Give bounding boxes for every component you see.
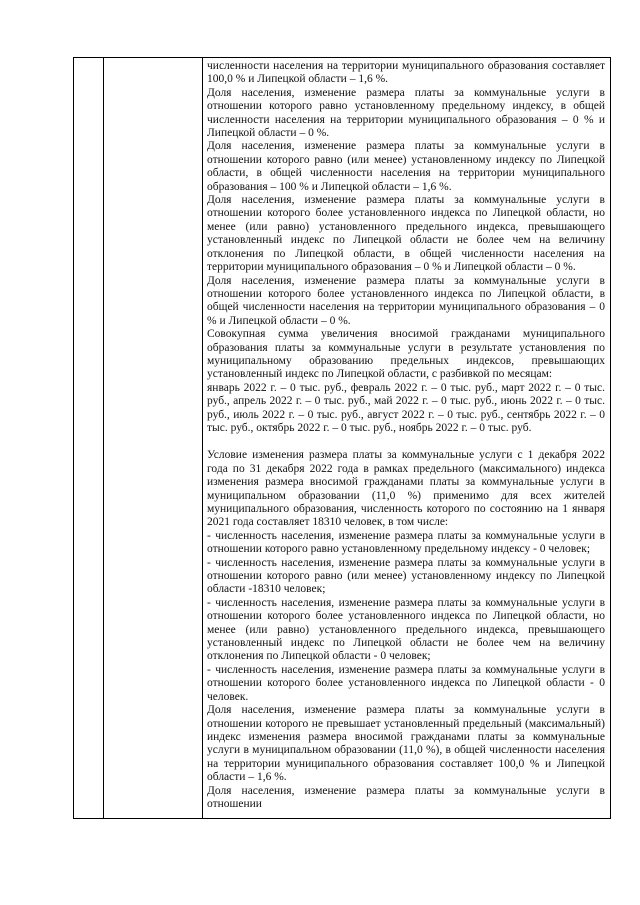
paragraph: - численность населения, изменение размера платы за коммунальные услуги в отношении которого более установленного индекса по Липецкой области - 0 человек. (207, 663, 605, 703)
paragraph: Условие изменения размера платы за коммунальные услуги с 1 декабря 2022 года по 31 декабря 2022 года в рамках предельного (максимального) индекса изменения размера вносимой гражданами платы за коммунальные услуги в муниципальном образовании (11,0 %) применимо для всех жителей муниципального образования, численность которого по состоянию на 1 января 2021 года составляет 18310 человек, в том числе: (207, 449, 605, 529)
content-text (203, 58, 610, 811)
number-cell (74, 58, 104, 819)
paragraph: Доля населения, изменение размера платы за коммунальные услуги в отношении которого равно установленному предельному индексу, в общей численности населения на территории муниципального образования – 0 % и Липецкой области – 0 %. (207, 86, 605, 140)
label-cell (104, 58, 203, 819)
table-row (74, 58, 611, 819)
content-cell (203, 58, 611, 819)
paragraph: - численность населения, изменение размера платы за коммунальные услуги в отношении которого равно (или менее) установленному индексу по Липецкой области -18310 человек; (207, 556, 605, 596)
paragraph: Доля населения, изменение размера платы за коммунальные услуги в отношении которого не превышает установленный предельный (максимальный) индекс изменения размера вносимой гражданами платы за коммунальные услуги в муниципальном образовании (11,0 %), в общей численности населения на территории муниципального образования составляет 100,0 % и Липецкой области – 1,6 %. (207, 704, 605, 784)
paragraph: январь 2022 г. – 0 тыс. руб., февраль 2022 г. – 0 тыс. руб., март 2022 г. – 0 тыс. руб., апрель 2022 г. – 0 тыс. руб., май 2022 г. – 0 тыс. руб., июнь 2022 г. – 0 тыс. руб., июль 2022 г. – 0 тыс. руб., август 2022 г. – 0 тыс. руб., сентябрь 2022 г. – 0 тыс. руб., октябрь 2022 г. – 0 тыс. руб., ноябрь 2022 г. – 0 тыс. руб. (207, 381, 605, 434)
paragraph: - численность населения, изменение размера платы за коммунальные услуги в отношении которого равно установленному предельному индексу - 0 человек; (207, 529, 605, 556)
paragraph: Доля населения, изменение размера платы за коммунальные услуги в отношении (207, 784, 605, 810)
paragraph: - численность населения, изменение размера платы за коммунальные услуги в отношении которого более установленного индекса по Липецкой области, но менее (или равно) установленного предельного индекса, превышающего установленный индекс по Липецкой области не более чем на величину отклонения по Липецкой области - 0 человек; (207, 596, 605, 663)
paragraph: Доля населения, изменение размера платы за коммунальные услуги в отношении которого более установленного индекса по Липецкой области, но менее (или равно) установленного предельного индекса, превышающего установленный индекс по Липецкой области не более чем на величину отклонения по Липецкой области, в общей численности населения на территории муниципального образования – 0 % и Липецкой области – 0 %. (207, 194, 605, 274)
paragraph: Доля населения, изменение размера платы за коммунальные услуги в отношении которого более установленного индекса по Липецкой области, в общей численности населения на территории муниципального образования – 0 % и Липецкой области – 0 %. (207, 274, 605, 327)
paragraph: Доля населения, изменение размера платы за коммунальные услуги в отношении которого равно (или менее) установленному индексу по Липецкой области, в общей численности населения на территории муниципального образования – 100 % и Липецкой области – 1,6 %. (207, 140, 605, 193)
document-table (73, 57, 611, 819)
paragraph: Совокупная сумма увеличения вносимой гражданами муниципального образования платы за коммунальные услуги в результате установления по муниципальному образованию предельных индексов, превышающих установленный индекс по Липецкой области, с разбивкой по месяцам: (207, 328, 605, 381)
paragraph: численности населения на территории муниципального образования составляет 100,0 % и Липецкой области – 1,6 %. (207, 60, 605, 86)
